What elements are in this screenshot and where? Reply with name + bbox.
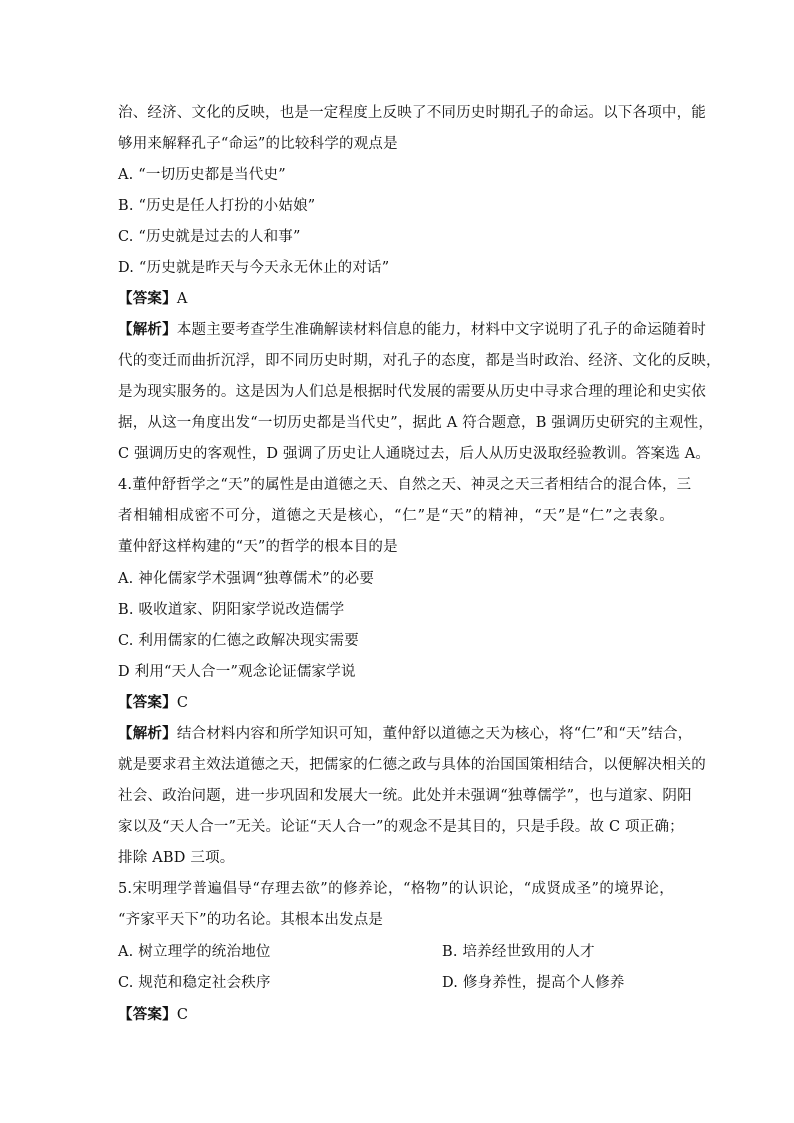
q3-option-b: B. “历史是任人打扮的小姑娘” [118, 198, 316, 214]
q4-analysis-line-5: 排除 ABD 三项。 [118, 850, 235, 866]
analysis-text: 结合材料内容和所学知识可知，董仲舒以道德之天为核心，将“仁”和“天”结合， [176, 726, 693, 742]
q4-analysis-line-2: 就是要求君主效法道德之天，把儒家的仁德之政与具体的治国国策相结合，以便解决相关的 [118, 757, 706, 773]
q3-analysis-line-2: 代的变迁而曲折沉浮，即不同历史时期，对孔子的态度，都是当时政治、经济、文化的反映， [118, 353, 721, 369]
q3-analysis-line-4: 据，从这一角度出发“一切历史都是当代史”，据此 A 符合题意，B 强调历史研究的主观性， [118, 415, 714, 431]
q4-answer [118, 693, 188, 713]
q4-analysis-line-1 [118, 724, 693, 744]
q5-option-b: B. 培养经世致用的人才 [442, 944, 595, 960]
q5-option-a: A. 树立理学的统治地位 [118, 944, 271, 960]
answer-tag: 【答案】 [118, 694, 177, 711]
answer-value: A [176, 291, 188, 307]
q5-option-d: D. 修身养性，提高个人修养 [442, 975, 625, 991]
answer-value: C [176, 1007, 189, 1023]
q4-analysis-line-4: 家以及“天人合一”无关。论证“天人合一”的观念不是其目的，只是手段。故 C 项正确； [118, 819, 684, 835]
q3-stem-line-1: 治、经济、文化的反映，也是一定程度上反映了不同历史时期孔子的命运。以下各项中，能 [118, 105, 706, 121]
q4-analysis-line-3: 社会、政治问题，进一步巩固和发展大一统。此处并未强调“独尊儒学”，也与道家、阴阳 [118, 788, 692, 804]
q5-stem-line-1: 5.宋明理学普遍倡导“存理去欲”的修养论，“格物”的认识论，“成贤成圣”的境界论， [118, 881, 674, 897]
q3-analysis-line-3: 是为现实服务的。这是因为人们总是根据时代发展的需要从历史中寻求合理的理论和史实依 [118, 384, 706, 400]
analysis-tag: 【解析】 [118, 321, 177, 338]
q4-option-d: D 利用“天人合一”观念论证儒家学说 [118, 664, 356, 680]
q3-analysis-line-5: C 强调历史的客观性，D 强调了历史让人通晓过去，后人从历史汲取经验教训。答案选 A。 [118, 446, 711, 462]
q5-option-c: C. 规范和稳定社会秩序 [118, 975, 271, 991]
analysis-tag: 【解析】 [118, 725, 177, 742]
q4-option-a: A. 神化儒家学术强调“独尊儒术”的必要 [118, 571, 375, 587]
answer-tag: 【答案】 [118, 1006, 177, 1023]
q4-stem-line-2: 者相辅相成密不可分，道德之天是核心，“仁”是“天”的精神，“天”是“仁”之表象。 [118, 508, 674, 524]
q3-stem-line-2: 够用来解释孔子“命运”的比较科学的观点是 [118, 136, 398, 152]
q4-stem-line-3: 董仲舒这样构建的“天”的哲学的根本目的是 [118, 539, 398, 555]
answer-tag: 【答案】 [118, 290, 177, 307]
q3-option-d: D. “历史就是昨天与今天永无休止的对话” [118, 260, 390, 276]
q4-option-b: B. 吸收道家、阴阳家学说改造儒学 [118, 602, 345, 618]
q4-stem-line-1: 4.董仲舒哲学之“天”的属性是由道德之天、自然之天、神灵之天三者相结合的混合体，三 [118, 477, 692, 493]
q3-option-c: C. “历史就是过去的人和事” [118, 229, 301, 245]
q5-answer [118, 1005, 188, 1025]
answer-value: C [176, 695, 189, 711]
q3-analysis-line-1 [118, 320, 707, 340]
analysis-text: 本题主要考查学生准确解读材料信息的能力，材料中文字说明了孔子的命运随着时 [176, 322, 707, 338]
q4-option-c: C. 利用儒家的仁德之政解决现实需要 [118, 633, 359, 649]
q3-answer [118, 289, 187, 309]
q5-stem-line-2: “齐家平天下”的功名论。其根本出发点是 [118, 912, 384, 928]
q3-option-a: A. “一切历史都是当代史” [118, 167, 286, 183]
